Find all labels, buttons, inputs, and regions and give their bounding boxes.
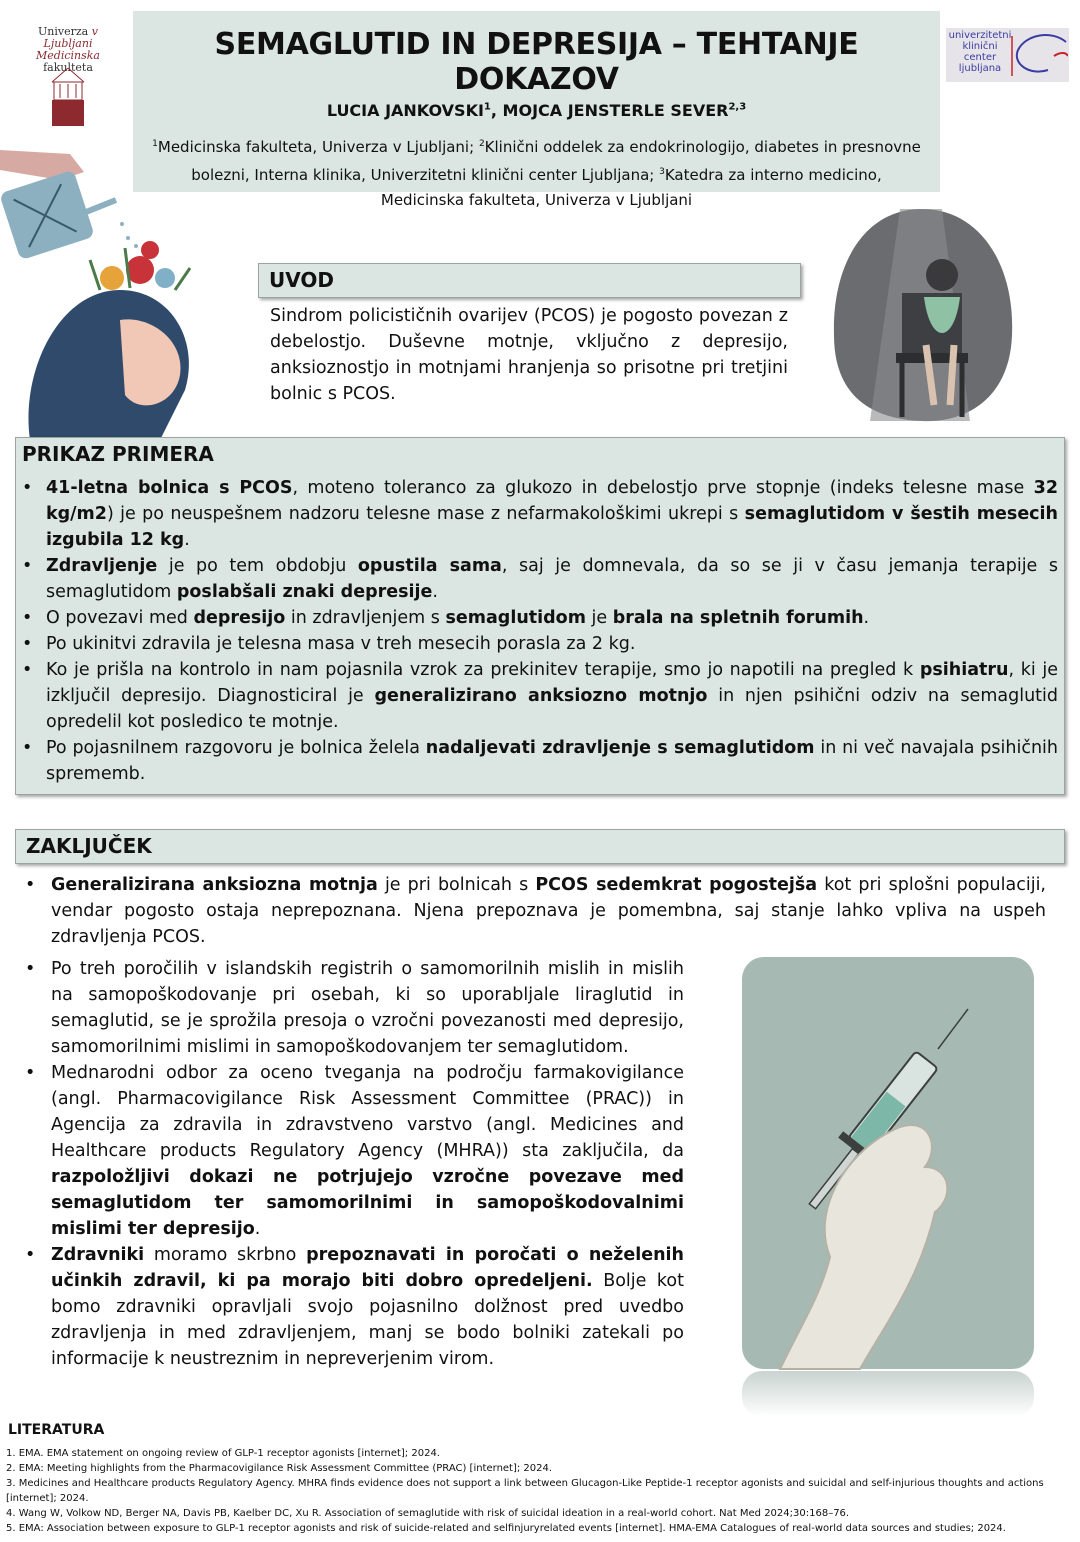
- ukc-logo: univerzitetni klinični center ljubljana: [946, 28, 1069, 82]
- reference-item: 1. EMA. EMA statement on ongoing review of GLP-1 receptor agonists [internet]; 2024.: [6, 1448, 440, 1459]
- bold-text: poslabšali znaki depresije: [176, 582, 433, 602]
- reference-item: 4. Wang W, Volkow ND, Berger NA, Davis PB, Kaelber DC, Xu R. Association of semaglutide with risk of suicidal ideation in a real-world cohort. Nat Med 2024;30:168–76.: [6, 1508, 850, 1519]
- bullet-item: [22, 657, 1058, 735]
- text: Po pojasnilnem razgovoru je bolnica želela: [46, 738, 426, 758]
- text: in njen psihični odziv na semaglutid opredelil kot posledico te motnje.: [46, 686, 1058, 732]
- uvod-title: UVOD: [258, 263, 801, 298]
- bold-text: PCOS sedemkrat pogostejša: [535, 875, 818, 895]
- sad-woman-chair-illustration: [830, 205, 1015, 425]
- bold-text: semaglutidom: [445, 608, 586, 628]
- university-logo-text: Univerza v Ljubljani Medicinska fakulteta: [36, 25, 100, 74]
- text: .: [254, 1219, 261, 1239]
- text: Ko je prišla na kontrolo in nam pojasnila vzrok za prekinitev terapije, smo jo napotili na pregled k: [46, 660, 920, 680]
- text: moramo skrbno: [144, 1245, 307, 1265]
- bold-text: generalizirano anksiozno motnjo: [374, 686, 708, 706]
- zakljucek-title: ZAKLJUČEK: [15, 829, 1065, 864]
- bold-text: psihiatru: [919, 660, 1009, 680]
- literatura-title: LITERATURA: [8, 1422, 105, 1438]
- gloved-hand-syringe-illustration: [740, 957, 1036, 1417]
- bullet-item: [22, 735, 1058, 787]
- bullet-item: [25, 956, 684, 1060]
- ukc-swoosh-icon: [1008, 30, 1068, 80]
- bold-text: Zdravljenje: [46, 556, 158, 576]
- text: O povezavi med: [46, 608, 194, 628]
- university-building-icon: [52, 68, 84, 126]
- literatura-list: [6, 1446, 1046, 1536]
- bold-text: 32 kg/m2: [46, 478, 1058, 524]
- bold-text: brala na spletnih forumih: [612, 608, 864, 628]
- text: , saj je domnevala, da so se ji v času jemanja terapije s semaglutidom: [46, 556, 1058, 602]
- text: je po tem obdobju: [157, 556, 358, 576]
- text: , moteno toleranco za glukozo in debelostjo prve stopnje (indeks telesne mase: [292, 478, 1034, 498]
- text: je: [585, 608, 613, 628]
- bold-text: opustila sama: [357, 556, 502, 576]
- reference-item: 5. EMA: Association between exposure to GLP-1 receptor agonists and risk of suicide-related and selfinjuryrelated events [internet]. HMA-EMA Catalogues of real-world data sources and studies; 2024.: [6, 1523, 1006, 1534]
- primer-title: PRIKAZ PRIMERA: [22, 442, 214, 466]
- text: .: [432, 582, 438, 602]
- text: Bolje kot bomo zdravniki opravljali svojo pojasnilno dolžnost pred uvedbo zdravljenja in med zdravljenjem, manj se bodo bolniki zatekali po informacije k neustreznim in nepreverjenim virom.: [51, 1271, 684, 1369]
- bold-text: nadaljevati zdravljenje s semaglutidom: [425, 738, 815, 758]
- bullet-item: [22, 475, 1058, 553]
- reference-item: 3. Medicines and Healthcare products Regulatory Agency. MHRA finds evidence does not support a link between Glucagon-Like Peptide-1 receptor agonists and suicidal and self-injurious thoughts and actions [internet]; 2024.: [6, 1478, 1044, 1504]
- text: .: [184, 530, 190, 550]
- bold-text: Zdravniki: [51, 1245, 145, 1265]
- bullet-item: [22, 553, 1058, 605]
- text: Po treh poročilih v islandskih registrih o samomorilnih mislih in mislih na samopoškodovanje pri osebah, ki so uporabljale liraglutid in semaglutid, se je sprožila presoja o vzročni povezanosti med depresijo, samomorilnimi mislimi in samopoškodovanjem ter semaglutidom.: [51, 959, 684, 1057]
- bold-text: 41-letna bolnica s PCOS: [46, 478, 293, 498]
- authors: LUCIA JANKOVSKI$^1$, MOJCA JENSTERLE SEVER$^{2,3}$: [326, 101, 747, 120]
- zakljucek-list-narrow: [25, 956, 684, 1372]
- bullet-item: [22, 605, 1058, 631]
- bold-text: semaglutidom v šestih mesecih izgubila 12 kg: [46, 504, 1059, 550]
- text: je pri bolnicah s: [377, 875, 536, 895]
- text: in zdravljenjem s: [285, 608, 446, 628]
- bullet-item: [22, 631, 1058, 657]
- text: Po ukinitvi zdravila je telesna masa v treh mesecih porasla za 2 kg.: [46, 634, 636, 654]
- text: .: [863, 608, 870, 628]
- bullet-item: [25, 1060, 684, 1242]
- text: , ki je izključil depresijo. Diagnosticiral je: [46, 660, 1058, 706]
- bold-text: Generalizirana anksiozna motnja: [51, 875, 378, 895]
- text: ) je po neuspešnem nadzoru telesne mase z nefarmakološkimi ukrepi s: [106, 504, 745, 524]
- affiliations: $^1$Medicinska fakulteta, Univerza v Ljubljani; $^2$Klinični oddelek za endokrinologijo, diabetes in presnovne bolezni, Interna klinika, Univerzitetni klinični center Ljubljana; $^3$Katedra za interno medicino, Medicinska fakulteta, Univerza v Ljubljani: [152, 138, 921, 209]
- poster-title: SEMAGLUTID IN DEPRESIJA – TEHTANJE DOKAZOV: [214, 27, 859, 97]
- zakljucek-list-full: [25, 872, 1046, 950]
- text: Mednarodni odbor za oceno tveganja na področju farmakovigilance (angl. Pharmacovigilance Risk Assessment Committee (PRAC)) in Agencija za zdravila in zdravstveno varstvo (angl. Medicines and Healthcare products Regulatory Agency (MHRA)) sta zaključila, da: [51, 1063, 684, 1161]
- uvod-text: Sindrom policističnih ovarijev (PCOS) je pogosto povezan z debelostjo. Duševne motnje, vključno z depresijo, anksioznostjo in motnjami hranjenja so prisotne pri tretjini bolnic s PCOS.: [270, 306, 788, 404]
- text: kot pri splošni populaciji, vendar pogosto ostaja neprepoznana. Njena prepoznava je pomembna, saj stanje lahko vpliva na uspeh zdravljenja PCOS.: [51, 875, 1046, 947]
- text: in ni več navajala psihičnih sprememb.: [46, 738, 1059, 784]
- bullet-item: [25, 1242, 684, 1372]
- reference-item: 2. EMA: Meeting highlights from the Pharmacovigilance Risk Assessment Committee (PRAC) [internet]; 2024.: [6, 1463, 553, 1474]
- bold-text: razpoložljivi dokazi ne potrjujejo vzročne povezave med semaglutidom ter samomorilnimi in samopoškodovalnimi mislimi ter depresijo: [51, 1167, 684, 1239]
- header-panel: [133, 11, 940, 209]
- bold-text: depresijo: [193, 608, 286, 628]
- primer-list: [22, 475, 1058, 787]
- bold-text: prepoznavati in poročati o neželenih učinkih zdravil, ki pa morajo biti dobro opredeljeni.: [51, 1245, 684, 1291]
- primer-panel: [15, 437, 1065, 795]
- bullet-item: [25, 872, 1046, 950]
- woman-flowers-watering-can-illustration: [0, 150, 210, 440]
